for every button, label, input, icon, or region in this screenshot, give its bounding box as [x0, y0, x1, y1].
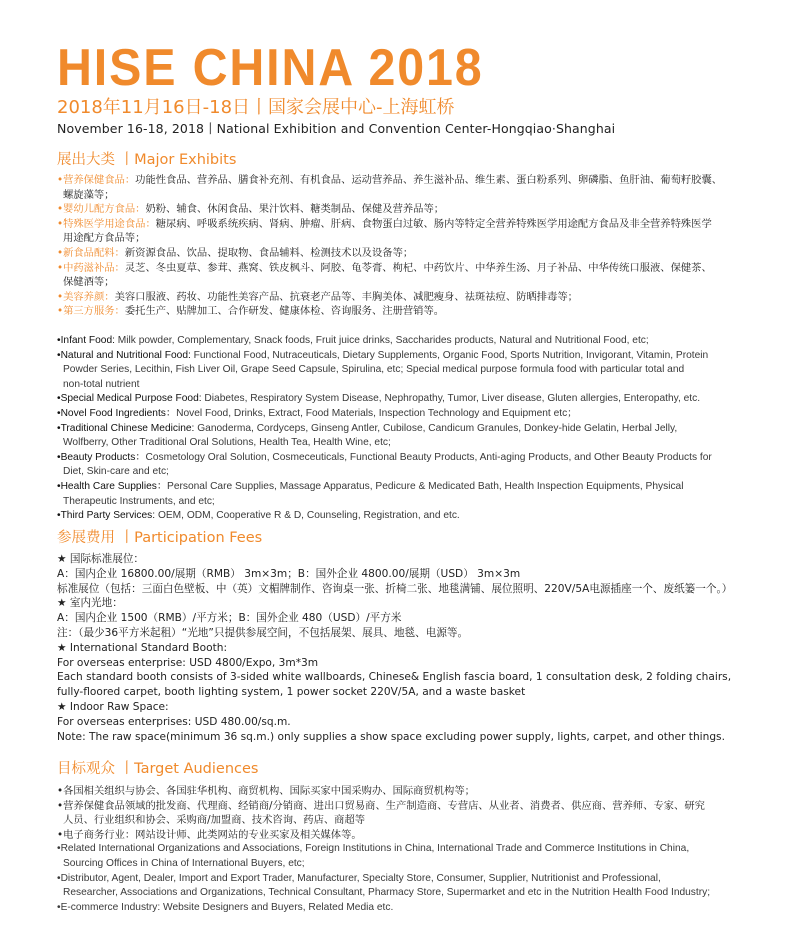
- fee-line-8: Each standard booth consists of 3-sided white wallboards, Chinese& English fascia board, 1 consultation desk, 2 folding chairs,: [57, 671, 732, 684]
- exhibit-cn-6: •第三方服务：委托生产、贴牌加工、合作研发、健康体检、咨询服务、注册营销等。: [57, 305, 445, 318]
- subtitle-chinese: 2018年11月16日-18日丨国家会展中心-上海虹桥: [57, 97, 455, 118]
- fee-line-11: For overseas enterprises: USD 480.00/sq.m.: [57, 715, 291, 728]
- audience-line-6: •Distributor, Agent, Dealer, Import and Export Trader, Manufacturer, Specialty Store, Consumer, Supplier, Nutritionist and Professional,: [57, 872, 661, 884]
- exhibit-cn-4: •中药滋补品：灵芝、冬虫夏草、参茸、燕窝、铁皮枫斗、阿胶、龟苓膏、枸杞、中药饮片、中华养生汤、月子补品、中华传统口服液、保健茶、: [57, 261, 712, 274]
- exhibit-en-5-cont: Diet, Skin-care and etc;: [63, 466, 169, 478]
- major-exhibits-en-list: [57, 334, 740, 524]
- fee-line-12: Note: The raw space(minimum 36 sq.m.) only supplies a show space excluding power supply, lights, carpet, and other things.: [57, 730, 725, 743]
- exhibit-cn-5: •美容养颜：美容口服液、药妆、功能性美容产品、抗衰老产品等、丰胸美体、减肥瘦身、祛斑祛痘、防晒排毒等；: [57, 290, 578, 303]
- exhibit-cn-3: •新食品配料：新资源食品、饮品、提取物、食品辅料、检测技术以及设备等；: [57, 246, 414, 259]
- exhibit-en-4: •Traditional Chinese Medicine: Ganoderma, Cordyceps, Ginseng Antler, Cubilose, Candicum Granules, Donkey-hide Gelatin, Herbal Jelly,: [57, 422, 678, 434]
- exhibit-cn-0: •营养保健食品：功能性食品、营养品、膳食补充剂、有机食品、运动营养品、养生滋补品、维生素、蛋白粉系列、卵磷脂、鱼肝油、葡萄籽胶囊、: [57, 174, 723, 186]
- exhibit-en-1-cont-b: non-total nutrient: [63, 378, 140, 390]
- exhibit-cn-1: •婴幼儿配方食品：奶粉、辅食、休闲食品、果汁饮料、糖类制品、保健及营养品等；: [57, 203, 445, 216]
- page-title: HISE CHINA 2018: [57, 39, 484, 97]
- fee-line-3: ★ 室内光地：: [57, 597, 123, 610]
- major-exhibits-cn-list: [57, 173, 740, 319]
- exhibit-en-0: •Infant Food: Milk powder, Complementary, Snack foods, Fruit juice drinks, Saccharides products, Natural and Nutritional Food, etc;: [57, 335, 649, 346]
- fee-line-1: A：国内企业 16800.00/展期（RMB） 3m×3m；B：国外企业 4800.00/展期（USD） 3m×3m: [57, 567, 521, 580]
- target-audiences-list: [57, 784, 740, 915]
- fee-line-0: ★ 国际标准展位：: [57, 553, 145, 565]
- audience-line-3: •电子商务行业：网站设计师、此类网站的专业买家及相关媒体等。: [57, 828, 362, 841]
- fee-line-4: A：国内企业 1500（RMB）/平方米；B：国外企业 480（USD）/平方米: [57, 612, 402, 625]
- fee-line-5: 注：（最少36平方米起租）“光地”只提供参展空间，不包括展架、展具、地毯、电源等。: [57, 626, 469, 639]
- audience-line-0: •各国相关组织与协会、各国驻华机构、商贸机构、国际买家中国采购办、国际商贸机构等；: [57, 785, 475, 797]
- fee-line-10: ★ Indoor Raw Space:: [57, 700, 169, 713]
- participation-fees-list: [57, 552, 740, 744]
- participation-fees-heading: 参展费用 丨Participation Fees: [57, 530, 263, 546]
- audience-line-8: •E-commerce Industry: Website Designers and Buyers, Related Media etc.: [57, 901, 394, 913]
- exhibit-en-1-cont-a: Powder Series, Lecithin, Fish Liver Oil, Grape Seed Capsule, Spirulina, etc; Special medical purpose formula food with particular total and: [63, 364, 685, 376]
- target-audiences-heading: 目标观众 丨Target Audiences: [57, 761, 259, 777]
- audience-line-5: Sourcing Offices in China of International Buyers, etc;: [63, 857, 305, 869]
- audience-line-2: 人员、行业组织和协会、采购商/加盟商、技术咨询、药店、商超等: [63, 814, 366, 827]
- audience-line-7: Researcher, Associations and Organizations, Technical Consultant, Pharmacy Store, Supermarket and etc in the Nutrition Health Food Industry;: [63, 887, 711, 899]
- subtitle-english: November 16-18, 2018丨National Exhibition and Convention Center-Hongqiao·Shanghai: [57, 121, 616, 136]
- major-exhibits-heading: 展出大类 丨Major Exhibits: [57, 152, 237, 168]
- exhibit-cn-0-cont: 螺旋藻等；: [63, 188, 115, 201]
- fee-line-6: ★ International Standard Booth:: [57, 641, 228, 654]
- exhibit-en-5: •Beauty Products：Cosmetology Oral Solution, Cosmeceuticals, Functional Beauty Products, Anti-aging Products, and Other Beauty Products for: [57, 451, 712, 463]
- exhibit-en-2: •Special Medical Purpose Food: Diabetes, Respiratory System Disease, Nephropathy, Tumor, Liver disease, Gluten allergies, Enteropathy, etc.: [57, 393, 701, 405]
- exhibit-en-7: •Third Party Services: OEM, ODM, Cooperative R & D, Counseling, Registration, and etc.: [57, 510, 460, 522]
- exhibit-en-1: •Natural and Nutritional Food: Functional Food, Nutraceuticals, Dietary Supplements, Organic Food, Sports Nutrition, Invigorant, Vitamin, Protein: [57, 349, 709, 361]
- exhibit-en-3: •Novel Food Ingredients：Novel Food, Drinks, Extract, Food Materials, Inspection Technology and Equipment etc；: [57, 407, 578, 419]
- exhibit-cn-2: •特殊医学用途食品：糖尿病、呼吸系统疾病、肾病、肿瘤、肝病、食物蛋白过敏、肠内等特定全营养特殊医学用途配方食品及非全营养特殊医学: [57, 217, 712, 230]
- fee-line-9: fully-floored carpet, booth lighting system, 1 power socket 220V/5A, and a waste basket: [57, 686, 526, 699]
- fee-line-7: For overseas enterprise: USD 4800/Expo, 3m*3m: [57, 656, 319, 669]
- exhibit-en-6-cont: Therapeutic Instruments, and etc;: [63, 495, 215, 507]
- audience-line-4: •Related International Organizations and Associations, Foreign Institutions in China, International Trade and Commerce Institutions in China,: [57, 843, 690, 855]
- exhibit-en-4-cont: Wolfberry, Other Traditional Oral Solutions, Health Tea, Health Wine, etc;: [63, 437, 391, 449]
- audience-line-1: •营养保健食品领域的批发商、代理商、经销商/分销商、进出口贸易商、生产制造商、专营店、从业者、消费者、供应商、营养师、专家、研究: [57, 799, 705, 812]
- exhibit-cn-2-cont: 用途配方食品等；: [63, 232, 146, 245]
- exhibit-cn-4-cont: 保健酒等；: [63, 276, 115, 289]
- fee-line-2: 标准展位（包括：三面白色壁板、中（英）文楣牌制作、咨询桌一张、折椅二张、地毯满铺、展位照明、220V/5A电源插座一个、废纸篓一个。）: [57, 582, 733, 595]
- exhibit-en-6: •Health Care Supplies：Personal Care Supplies, Massage Apparatus, Pedicure & Medicated Bath, Health Inspection Equipments, Physical: [57, 480, 684, 492]
